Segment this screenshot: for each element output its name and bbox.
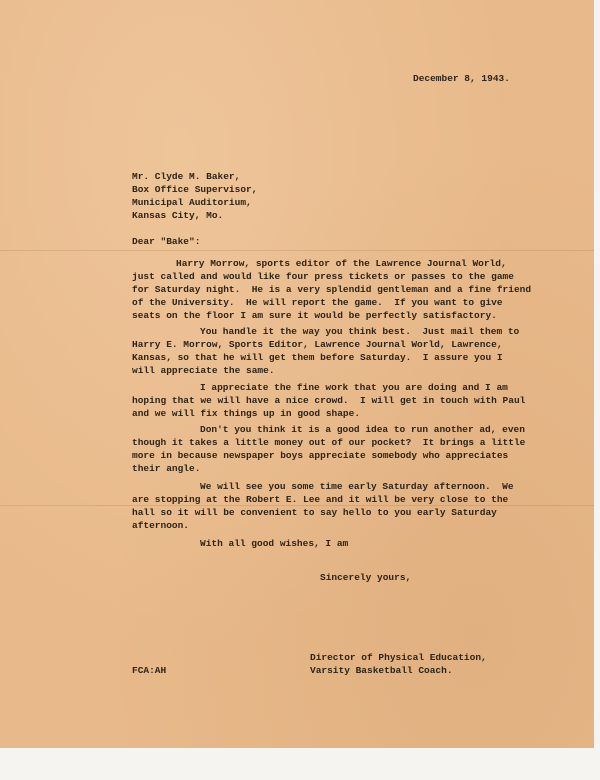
paper-fold-line <box>0 250 594 251</box>
body-line: though it takes a little money out of our pocket? It brings a little <box>132 437 526 448</box>
body-line: will appreciate the same. <box>132 365 275 376</box>
body-line: Kansas, so that he will get them before Saturday. I assure you I <box>132 352 503 363</box>
recipient-organization: Municipal Auditorium, <box>132 197 252 208</box>
body-line: You handle it the way you think best. Just mail them to <box>200 326 520 337</box>
sign-off: Sincerely yours, <box>320 572 412 583</box>
body-line: We will see you some time early Saturday afternoon. We <box>200 481 514 492</box>
signature-title: Varsity Basketball Coach. <box>310 665 453 676</box>
body-line: hoping that we will have a nice crowd. I will get in touch with Paul <box>132 395 526 406</box>
body-line: and we will fix things up in good shape. <box>132 408 361 419</box>
body-line: for Saturday night. He is a very splendid gentleman and a fine friend <box>132 284 532 295</box>
body-line: Harry Morrow, sports editor of the Lawrence Journal World, <box>176 258 507 269</box>
recipient-name: Mr. Clyde M. Baker, <box>132 171 241 182</box>
body-line: are stopping at the Robert E. Lee and it will be very close to the <box>132 494 509 505</box>
body-line: Harry E. Morrow, Sports Editor, Lawrence Journal World, Lawrence, <box>132 339 503 350</box>
body-line: their angle. <box>132 463 201 474</box>
body-line: afternoon. <box>132 520 190 531</box>
typist-initials: FCA:AH <box>132 665 167 676</box>
salutation: Dear "Bake": <box>132 236 201 247</box>
body-line: hall so it will be convenient to say hello to you early Saturday <box>132 507 497 518</box>
body-line: I appreciate the fine work that you are doing and I am <box>200 382 508 393</box>
recipient-title: Box Office Supervisor, <box>132 184 258 195</box>
body-line: just called and would like four press tickets or passes to the game <box>132 271 514 282</box>
recipient-city: Kansas City, Mo. <box>132 210 224 221</box>
signature-title: Director of Physical Education, <box>310 652 487 663</box>
closing-remark: With all good wishes, I am <box>200 538 349 549</box>
letter-date: December 8, 1943. <box>413 73 510 84</box>
body-line: seats on the floor I am sure it would be perfectly satisfactory. <box>132 310 497 321</box>
body-line: more in because newspaper boys appreciate somebody who appreciates <box>132 450 509 461</box>
body-line: of the University. He will report the game. If you want to give <box>132 297 503 308</box>
body-line: Don't you think it is a good idea to run another ad, even <box>200 424 525 435</box>
